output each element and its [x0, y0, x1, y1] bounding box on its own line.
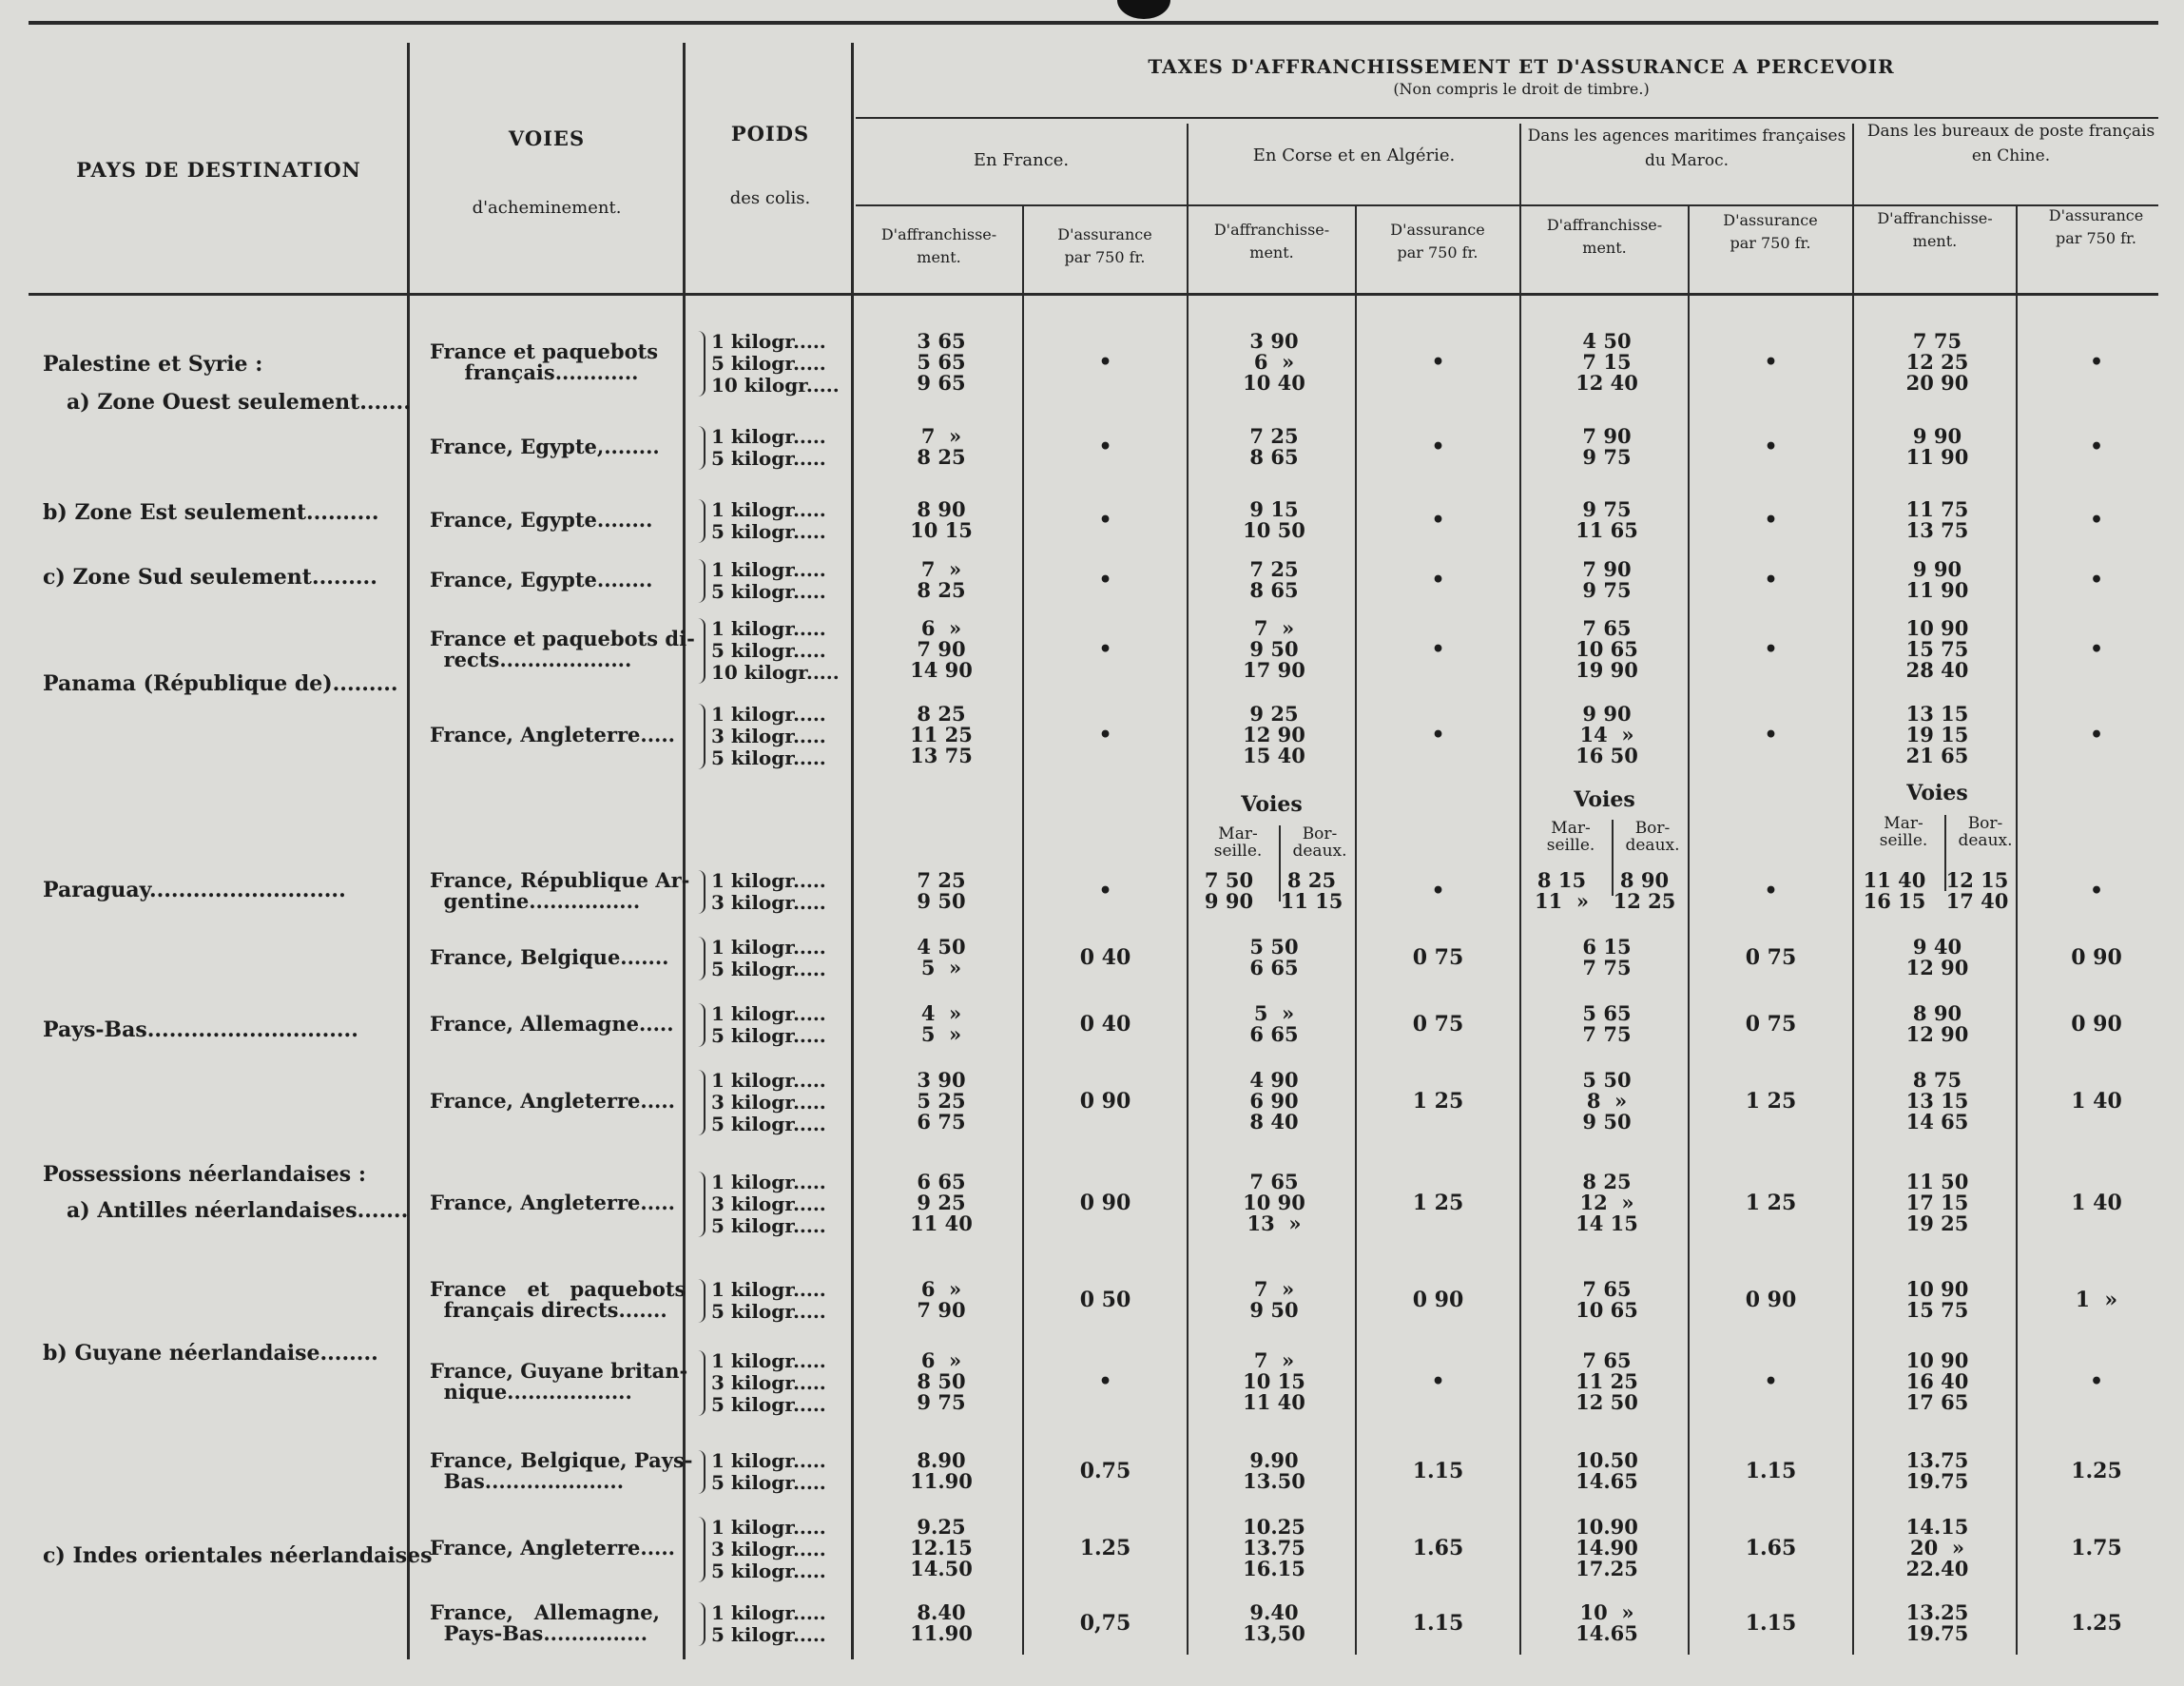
- ma-affranchissement: 10.90 14.90 17.25: [1575, 1515, 1638, 1580]
- co-affr-header: D'affranchisse- ment.: [1213, 221, 1330, 262]
- fr-assurance: 0 50: [1079, 1288, 1131, 1312]
- weight-list: 1 kilogr..... 3 kilogr..... 5 kilogr.....: [711, 1349, 826, 1416]
- bordeaux-label-chine: Bor- deaux.: [1958, 814, 2013, 850]
- weight-list: 1 kilogr..... 5 kilogr.....: [711, 1449, 826, 1494]
- ma-assurance: •: [1764, 508, 1778, 533]
- fr-affranchissement: 7 » 8 25: [917, 424, 966, 469]
- header-taxes: TAXES D'AFFRANCHISSEMENT ET D'ASSURANCE A PERCEVOIR: [1148, 55, 1895, 78]
- fr-assurance: 0 40: [1079, 945, 1131, 970]
- route-name: France, Angleterre.....: [430, 1089, 675, 1113]
- fr-affranchissement: 6 » 7 90 14 90: [910, 616, 973, 682]
- brace: [694, 937, 705, 980]
- ch-assurance: •: [2089, 1369, 2104, 1394]
- country-name: Paraguay...........................: [43, 878, 346, 902]
- weight-list: 1 kilogr..... 3 kilogr..... 5 kilogr.....: [711, 1516, 826, 1582]
- co-affranchissement: 9.90 13.50: [1243, 1448, 1305, 1493]
- brace: [694, 704, 705, 769]
- co-assurance: •: [1431, 723, 1445, 747]
- co-assurance: •: [1431, 568, 1445, 592]
- co-assurance: •: [1431, 879, 1445, 903]
- co-assurance: •: [1431, 637, 1445, 662]
- ch-bordeaux: 12 15 17 40: [1945, 868, 2009, 913]
- ma-bordeaux: 8 90 12 25: [1613, 868, 1676, 913]
- ma-assurance: 1 25: [1745, 1089, 1797, 1114]
- weight-list: 1 kilogr..... 5 kilogr.....: [711, 1002, 826, 1047]
- marseille-label-corse: Mar- seille.: [1213, 824, 1263, 861]
- route-name: France, Belgique.......: [430, 945, 669, 969]
- bordeaux-label-corse: Bor- deaux.: [1292, 824, 1347, 861]
- ma-assurance: •: [1764, 350, 1778, 375]
- ma-affranchissement: 9 90 14 » 16 50: [1575, 702, 1638, 767]
- ma-affranchissement: 10 » 14.65: [1575, 1600, 1638, 1645]
- fr-affranchissement: 7 » 8 25: [917, 557, 966, 602]
- co-assurance: 1.15: [1412, 1459, 1464, 1483]
- ch-assurance: •: [2089, 508, 2104, 533]
- ch-affranchissement: 10 90 15 75: [1905, 1277, 1969, 1322]
- weight-list: 1 kilogr..... 5 kilogr.....: [711, 498, 826, 543]
- ma-affranchissement: 7 90 9 75: [1582, 424, 1632, 469]
- co-assurance: •: [1431, 435, 1445, 459]
- weight-list: 1 kilogr..... 3 kilogr..... 5 kilogr.....: [711, 1171, 826, 1237]
- fr-assurance: •: [1098, 1369, 1112, 1394]
- voies-label-maroc: Voies: [1574, 787, 1635, 812]
- brace: [694, 1602, 705, 1646]
- weight-list: 1 kilogr..... 5 kilogr.....: [711, 425, 826, 470]
- fr-affranchissement: 8.90 11.90: [910, 1448, 973, 1493]
- fr-assurance: 0.75: [1079, 1459, 1131, 1483]
- country-name: Panama (République de).........: [43, 671, 398, 696]
- ma-marseille: 8 15 11 »: [1535, 868, 1589, 913]
- header-voies-sub: d'acheminement.: [472, 198, 622, 218]
- co-assurance: •: [1431, 350, 1445, 375]
- ch-affranchissement: 14.15 20 » 22.40: [1905, 1515, 1969, 1580]
- header-voies: VOIES: [508, 126, 586, 150]
- route-name: France et paquebots français............: [430, 339, 659, 384]
- ma-assurance: •: [1764, 879, 1778, 903]
- route-name: France, Allemagne, Pays-Bas...............: [430, 1600, 660, 1645]
- brace: [694, 870, 705, 914]
- fr-assurance: •: [1098, 723, 1112, 747]
- co-affranchissement: 9.40 13,50: [1243, 1600, 1305, 1645]
- weight-list: 1 kilogr..... 3 kilogr.....: [711, 869, 826, 914]
- brace: [694, 559, 705, 603]
- ma-affranchissement: 4 50 7 15 12 40: [1575, 329, 1638, 395]
- ch-assur-header: D'assurance par 750 fr.: [2048, 206, 2144, 247]
- top-rule: [29, 21, 2158, 25]
- weight-list: 1 kilogr..... 3 kilogr..... 5 kilogr.....: [711, 1069, 826, 1135]
- header-taxes-sub: (Non compris le droit de timbre.): [1393, 80, 1650, 98]
- country-name: b) Zone Est seulement..........: [43, 500, 379, 525]
- ch-assurance: 1.25: [2071, 1459, 2122, 1483]
- header-pays: PAYS DE DESTINATION: [76, 158, 361, 182]
- ma-affranchissement: 5 50 8 » 9 50: [1582, 1068, 1632, 1134]
- fr-affranchissement: 8 25 11 25 13 75: [910, 702, 973, 767]
- ma-affranchissement: 8 25 12 » 14 15: [1575, 1170, 1638, 1235]
- ma-affranchissement: 5 65 7 75: [1582, 1001, 1632, 1046]
- weight-list: 1 kilogr..... 5 kilogr.....: [711, 1601, 826, 1646]
- fr-assurance: 0 90: [1079, 1191, 1131, 1215]
- brace: [694, 1279, 705, 1323]
- co-affranchissement: 7 25 8 65: [1249, 557, 1299, 602]
- weight-list: 1 kilogr..... 5 kilogr.....: [711, 558, 826, 603]
- fr-assurance: •: [1098, 350, 1112, 375]
- ma-affranchissement: 7 65 11 25 12 50: [1575, 1348, 1638, 1414]
- voies-label-chine: Voies: [1906, 781, 1968, 805]
- co-affranchissement: 5 50 6 65: [1249, 935, 1299, 979]
- header-poids: POIDS: [730, 122, 810, 145]
- co-affranchissement: 4 90 6 90 8 40: [1249, 1068, 1299, 1134]
- fr-affranchissement: 9.25 12.15 14.50: [910, 1515, 973, 1580]
- brace: [694, 1172, 705, 1237]
- brace: [694, 618, 705, 684]
- header-poids-sub: des colis.: [729, 188, 811, 208]
- fr-affranchissement: 3 65 5 65 9 65: [917, 329, 966, 395]
- ma-affranchissement: 7 65 10 65: [1575, 1277, 1638, 1322]
- fr-affranchissement: 4 » 5 »: [920, 1001, 962, 1046]
- country-subzone: a) Zone Ouest seulement.......: [67, 390, 411, 415]
- ma-affranchissement: 7 65 10 65 19 90: [1575, 616, 1638, 682]
- ch-assurance: 0 90: [2071, 1012, 2122, 1037]
- route-name: France, Belgique, Pays- Bas....................: [430, 1448, 693, 1493]
- ch-affranchissement: 11 75 13 75: [1905, 497, 1969, 542]
- route-name: France, République Ar- gentine................: [430, 868, 690, 913]
- col-rule-7: [1022, 204, 1024, 1655]
- fr-assurance: 0,75: [1079, 1611, 1131, 1636]
- fr-affranchissement: 8.40 11.90: [910, 1600, 973, 1645]
- brace: [694, 1350, 705, 1416]
- fr-assurance: •: [1098, 637, 1112, 662]
- ch-assurance: 1.25: [2071, 1611, 2122, 1636]
- ma-affranchissement: 7 90 9 75: [1582, 557, 1632, 602]
- group-chine: Dans les bureaux de poste français en Chine.: [1866, 122, 2155, 165]
- ma-affranchissement: 9 75 11 65: [1575, 497, 1638, 542]
- ch-affranchissement: 10 90 16 40 17 65: [1905, 1348, 1969, 1414]
- ma-assurance: 0 75: [1745, 1012, 1797, 1037]
- col-rule-10: [2016, 204, 2018, 1655]
- marseille-label-chine: Mar- seille.: [1879, 814, 1928, 850]
- binder-hole-icon: [1117, 0, 1170, 19]
- weight-list: 1 kilogr..... 5 kilogr..... 10 kilogr.....: [711, 617, 840, 684]
- ma-assurance: •: [1764, 435, 1778, 459]
- ch-assurance: 1 40: [2071, 1191, 2122, 1215]
- col-rule-1: [407, 43, 410, 1659]
- co-assurance: 0 75: [1412, 1012, 1464, 1037]
- ch-assurance: •: [2089, 568, 2104, 592]
- route-name: France, Egypte........: [430, 568, 653, 591]
- fr-affranchissement: 6 65 9 25 11 40: [910, 1170, 973, 1235]
- ma-affranchissement: 6 15 7 75: [1582, 935, 1632, 979]
- co-affranchissement: 7 25 8 65: [1249, 424, 1299, 469]
- ch-assurance: •: [2089, 637, 2104, 662]
- ch-affranchissement: 13.25 19.75: [1905, 1600, 1969, 1645]
- brace: [694, 1517, 705, 1582]
- country-name: Palestine et Syrie :: [43, 352, 263, 377]
- ma-assurance: 1.65: [1745, 1536, 1797, 1560]
- ch-affr-header: D'affranchisse- ment.: [1877, 209, 1993, 250]
- ch-affranchissement: 13.75 19.75: [1905, 1448, 1969, 1493]
- brace: [694, 499, 705, 543]
- ch-assurance: •: [2089, 435, 2104, 459]
- co-assurance: 1.65: [1412, 1536, 1464, 1560]
- route-name: France, Egypte........: [430, 508, 653, 532]
- fr-affr-header: D'affranchisse- ment.: [880, 225, 997, 266]
- ch-affranchissement: 11 50 17 15 19 25: [1905, 1170, 1969, 1235]
- weight-list: 1 kilogr..... 5 kilogr.....: [711, 1278, 826, 1323]
- fr-assurance: •: [1098, 879, 1112, 903]
- co-affranchissement: 3 90 6 » 10 40: [1243, 329, 1305, 395]
- ch-assurance: •: [2089, 723, 2104, 747]
- ma-assurance: 1 25: [1745, 1191, 1797, 1215]
- fr-assurance: •: [1098, 435, 1112, 459]
- ch-affranchissement: 7 75 12 25 20 90: [1905, 329, 1969, 395]
- co-assurance: 1.15: [1412, 1611, 1464, 1636]
- fr-affranchissement: 3 90 5 25 6 75: [917, 1068, 966, 1134]
- group-maroc: Dans les agences maritimes françaises du Maroc.: [1527, 126, 1846, 170]
- col-rule-8: [1355, 204, 1357, 1655]
- route-name: France et paquebots di- rects...................: [430, 627, 695, 671]
- group-france: En France.: [973, 150, 1070, 170]
- co-assurance: 0 75: [1412, 945, 1464, 970]
- ma-assurance: 1.15: [1745, 1611, 1797, 1636]
- col-rule-3: [851, 43, 854, 1659]
- col-rule-9: [1688, 204, 1690, 1655]
- ch-affranchissement: 9 40 12 90: [1905, 935, 1969, 979]
- ch-affranchissement: 10 90 15 75 28 40: [1905, 616, 1969, 682]
- route-name: France, Angleterre.....: [430, 1191, 675, 1214]
- ma-affr-header: D'affranchisse- ment.: [1546, 216, 1663, 257]
- co-affranchissement: 10.25 13.75 16.15: [1243, 1515, 1305, 1580]
- fr-affranchissement: 4 50 5 »: [917, 935, 966, 979]
- country-name: c) Zone Sud seulement.........: [43, 565, 377, 590]
- fr-affranchissement: 7 25 9 50: [917, 868, 966, 913]
- weight-list: 1 kilogr..... 5 kilogr.....: [711, 936, 826, 980]
- fr-affranchissement: 8 90 10 15: [910, 497, 973, 542]
- group-corse: En Corse et en Algérie.: [1252, 145, 1456, 165]
- brace: [694, 1450, 705, 1494]
- co-assurance: •: [1431, 508, 1445, 533]
- route-name: France, Angleterre.....: [430, 1536, 675, 1560]
- fr-affranchissement: 6 » 8 50 9 75: [917, 1348, 966, 1414]
- country-name: b) Guyane néerlandaise........: [43, 1341, 378, 1366]
- co-assurance: •: [1431, 1369, 1445, 1394]
- co-affranchissement: 7 65 10 90 13 »: [1243, 1170, 1305, 1235]
- ma-assurance: •: [1764, 1369, 1778, 1394]
- route-name: France, Angleterre.....: [430, 723, 675, 746]
- country-name: Pays-Bas.............................: [43, 1017, 358, 1042]
- ma-assurance: •: [1764, 637, 1778, 662]
- ch-assurance: 0 90: [2071, 945, 2122, 970]
- ch-assurance: 1.75: [2071, 1536, 2122, 1560]
- co-affranchissement: 9 15 10 50: [1243, 497, 1305, 542]
- co-assur-header: D'assurance par 750 fr.: [1390, 221, 1485, 262]
- country-name: c) Indes orientales néerlandaises: [43, 1543, 433, 1568]
- ch-affranchissement: 13 15 19 15 21 65: [1905, 702, 1969, 767]
- ma-assurance: 0 75: [1745, 945, 1797, 970]
- co-assurance: 1 25: [1412, 1191, 1464, 1215]
- fr-assurance: •: [1098, 508, 1112, 533]
- ma-affranchissement: 10.50 14.65: [1575, 1448, 1638, 1493]
- fr-assurance: 1.25: [1079, 1536, 1131, 1560]
- ma-assurance: •: [1764, 723, 1778, 747]
- ch-assurance: 1 40: [2071, 1089, 2122, 1114]
- ma-assurance: 0 90: [1745, 1288, 1797, 1312]
- country-subzone: a) Antilles néerlandaises.......: [67, 1198, 409, 1223]
- ma-assurance: •: [1764, 568, 1778, 592]
- ch-assurance: 1 »: [2075, 1288, 2118, 1312]
- route-name: France, Guyane britan- nique..................: [430, 1359, 688, 1404]
- ch-affranchissement: 8 90 12 90: [1905, 1001, 1969, 1046]
- ch-affranchissement: 9 90 11 90: [1905, 557, 1969, 602]
- route-name: France, Egypte,........: [430, 435, 660, 458]
- route-name: France, Allemagne.....: [430, 1012, 674, 1036]
- col-rule-2: [683, 43, 686, 1659]
- fr-affranchissement: 6 » 7 90: [917, 1277, 966, 1322]
- co-affranchissement: 9 25 12 90 15 40: [1243, 702, 1305, 767]
- header-bottom-rule: [29, 293, 2158, 296]
- weight-list: 1 kilogr..... 3 kilogr..... 5 kilogr.....: [711, 703, 826, 769]
- brace: [694, 426, 705, 470]
- co-bordeaux: 8 25 11 15: [1280, 868, 1343, 913]
- marseille-label-maroc: Mar- seille.: [1546, 819, 1595, 855]
- co-affranchissement: 7 » 10 15 11 40: [1243, 1348, 1305, 1414]
- co-affranchissement: 7 » 9 50: [1249, 1277, 1299, 1322]
- ch-affranchissement: 9 90 11 90: [1905, 424, 1969, 469]
- co-marseille: 7 50 9 90: [1204, 868, 1254, 913]
- bordeaux-label-maroc: Bor- deaux.: [1625, 819, 1680, 855]
- co-assurance: 0 90: [1412, 1288, 1464, 1312]
- fr-assurance: 0 40: [1079, 1012, 1131, 1037]
- country-name: Possessions néerlandaises :: [43, 1162, 366, 1187]
- route-name: France et paquebots français directs.......: [430, 1277, 686, 1322]
- co-assurance: 1 25: [1412, 1089, 1464, 1114]
- subheader-rule: [856, 204, 2158, 206]
- brace: [694, 331, 705, 397]
- fr-assurance: 0 90: [1079, 1089, 1131, 1114]
- co-affranchissement: 7 » 9 50 17 90: [1243, 616, 1305, 682]
- ch-affranchissement: 8 75 13 15 14 65: [1905, 1068, 1969, 1134]
- co-affranchissement: 5 » 6 65: [1249, 1001, 1299, 1046]
- weight-list: 1 kilogr..... 5 kilogr..... 10 kilogr.....: [711, 330, 840, 397]
- fr-assur-header: D'assurance par 750 fr.: [1057, 225, 1152, 266]
- ch-assurance: •: [2089, 879, 2104, 903]
- ma-assur-header: D'assurance par 750 fr.: [1723, 211, 1818, 252]
- ma-assurance: 1.15: [1745, 1459, 1797, 1483]
- fr-assurance: •: [1098, 568, 1112, 592]
- brace: [694, 1003, 705, 1047]
- voies-label-corse: Voies: [1241, 792, 1303, 817]
- ch-assurance: •: [2089, 350, 2104, 375]
- ch-marseille: 11 40 16 15: [1863, 868, 1926, 913]
- brace: [694, 1070, 705, 1135]
